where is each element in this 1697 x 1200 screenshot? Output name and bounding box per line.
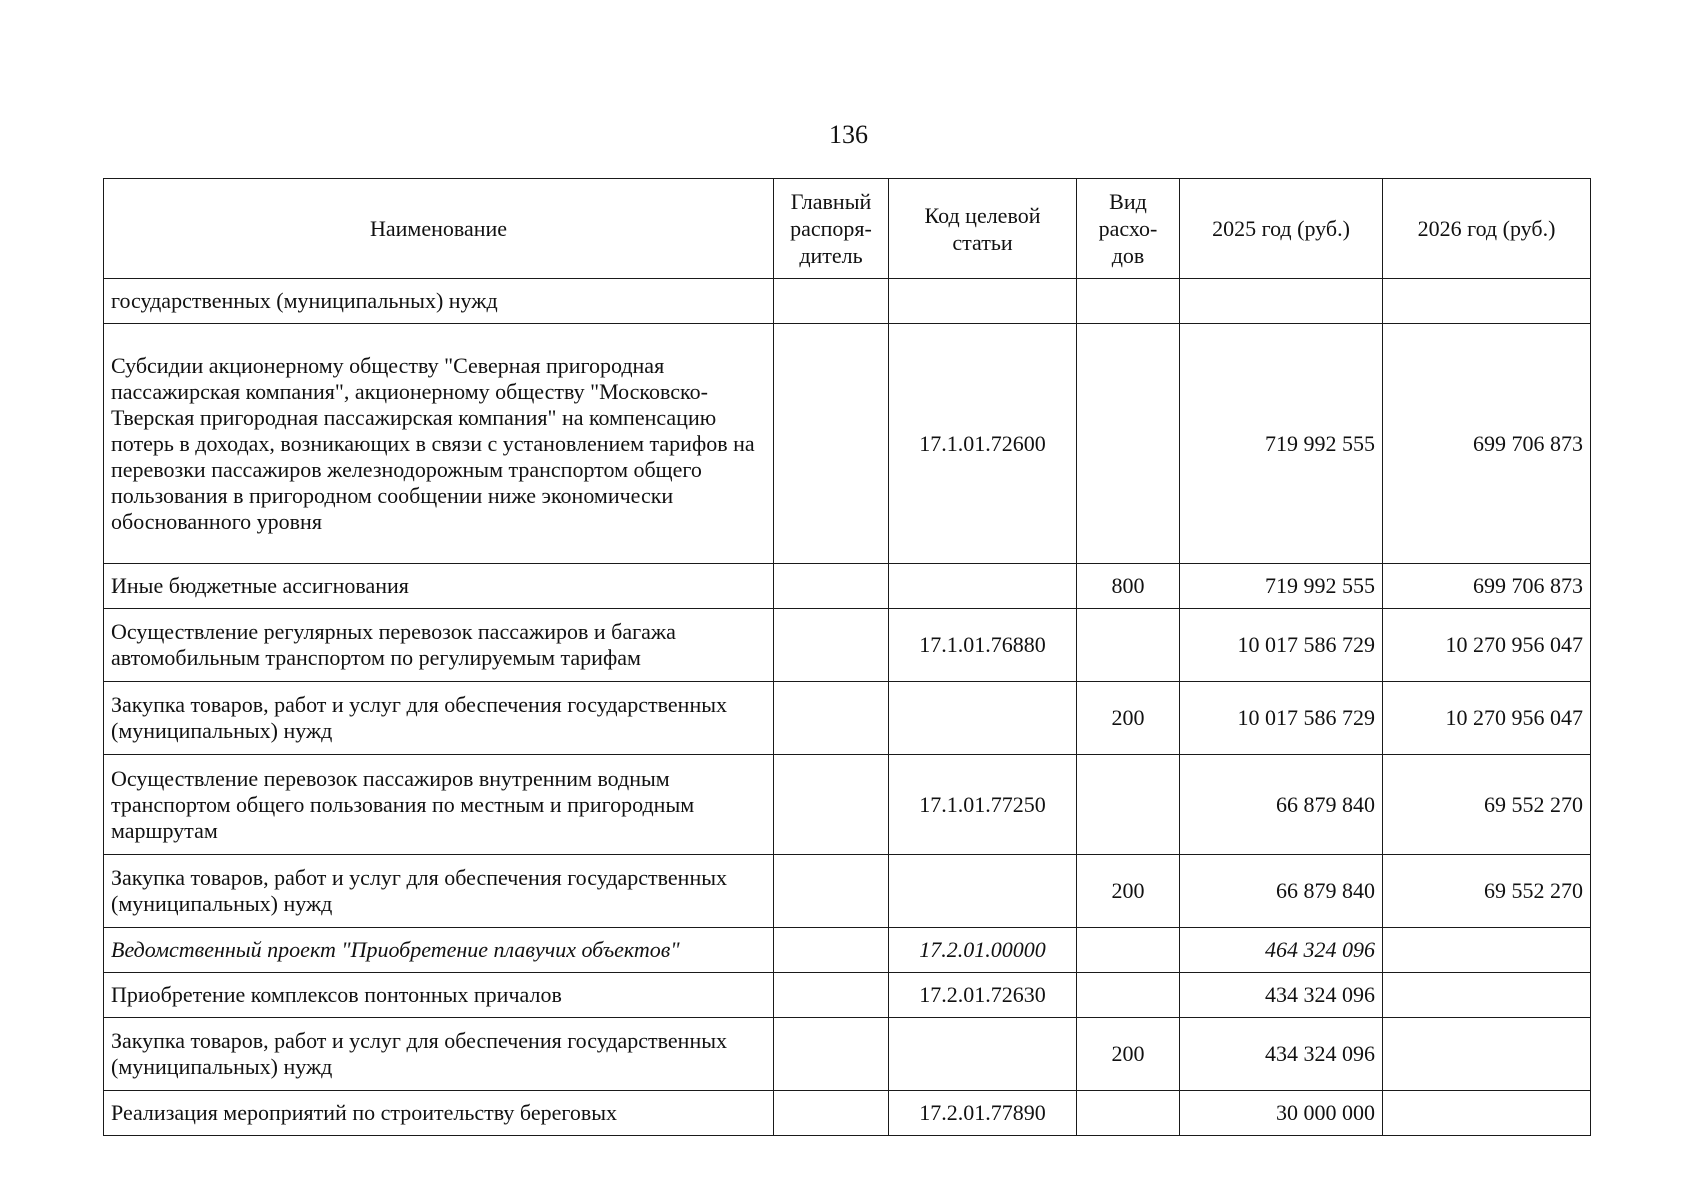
header-name: Наименование [104, 179, 774, 279]
cell-target-code [889, 682, 1077, 755]
table-row [104, 1018, 1591, 1091]
cell-target-code [889, 564, 1077, 609]
cell-target-code: 17.2.01.72630 [889, 973, 1077, 1018]
cell-amount-2026 [1383, 973, 1591, 1018]
table-row [104, 755, 1591, 855]
cell-target-code: 17.2.01.77890 [889, 1091, 1077, 1136]
table-row [104, 279, 1591, 324]
cell-name: Закупка товаров, работ и услуг для обеспечения государственных (муниципальных) нужд [104, 855, 774, 928]
header-main-manager: Главный распоря-дитель [774, 179, 889, 279]
cell-amount-2025: 434 324 096 [1180, 1018, 1383, 1091]
cell-target-code [889, 855, 1077, 928]
cell-expense-type: 200 [1077, 1018, 1180, 1091]
cell-amount-2026 [1383, 279, 1591, 324]
cell-main-manager [774, 928, 889, 973]
cell-amount-2025: 66 879 840 [1180, 755, 1383, 855]
cell-expense-type [1077, 755, 1180, 855]
cell-expense-type [1077, 928, 1180, 973]
cell-main-manager [774, 855, 889, 928]
header-year-2026: 2026 год (руб.) [1383, 179, 1591, 279]
page-number: 136 [829, 120, 868, 149]
cell-amount-2026: 699 706 873 [1383, 324, 1591, 564]
table-row [104, 682, 1591, 755]
cell-expense-type [1077, 1091, 1180, 1136]
cell-target-code: 17.1.01.76880 [889, 609, 1077, 682]
cell-main-manager [774, 279, 889, 324]
cell-amount-2025: 66 879 840 [1180, 855, 1383, 928]
cell-amount-2026: 699 706 873 [1383, 564, 1591, 609]
cell-name: Ведомственный проект "Приобретение плавучих объектов" [104, 928, 774, 973]
table-row [104, 855, 1591, 928]
table-header-row [104, 179, 1591, 279]
table-row [104, 1091, 1591, 1136]
header-target-code: Код целевой статьи [889, 179, 1077, 279]
cell-name: государственных (муниципальных) нужд [104, 279, 774, 324]
cell-expense-type: 200 [1077, 855, 1180, 928]
cell-amount-2025 [1180, 279, 1383, 324]
cell-amount-2025: 10 017 586 729 [1180, 609, 1383, 682]
cell-main-manager [774, 755, 889, 855]
cell-target-code: 17.1.01.72600 [889, 324, 1077, 564]
cell-target-code: 17.2.01.00000 [889, 928, 1077, 973]
cell-name: Приобретение комплексов понтонных причалов [104, 973, 774, 1018]
cell-expense-type: 800 [1077, 564, 1180, 609]
cell-target-code [889, 279, 1077, 324]
header-expense-type: Вид расхо-дов [1077, 179, 1180, 279]
cell-amount-2026 [1383, 928, 1591, 973]
table-row [104, 928, 1591, 973]
cell-main-manager [774, 564, 889, 609]
table-row [104, 609, 1591, 682]
cell-amount-2026: 69 552 270 [1383, 855, 1591, 928]
cell-amount-2025: 719 992 555 [1180, 324, 1383, 564]
cell-amount-2025: 10 017 586 729 [1180, 682, 1383, 755]
cell-main-manager [774, 324, 889, 564]
cell-amount-2025: 30 000 000 [1180, 1091, 1383, 1136]
cell-expense-type [1077, 973, 1180, 1018]
cell-main-manager [774, 1018, 889, 1091]
cell-amount-2026: 10 270 956 047 [1383, 609, 1591, 682]
cell-name: Реализация мероприятий по строительству береговых [104, 1091, 774, 1136]
cell-expense-type: 200 [1077, 682, 1180, 755]
cell-amount-2026 [1383, 1091, 1591, 1136]
cell-amount-2025: 434 324 096 [1180, 973, 1383, 1018]
cell-amount-2025: 719 992 555 [1180, 564, 1383, 609]
table-row [104, 564, 1591, 609]
cell-amount-2026: 69 552 270 [1383, 755, 1591, 855]
cell-amount-2026: 10 270 956 047 [1383, 682, 1591, 755]
table-row [104, 324, 1591, 564]
cell-name: Закупка товаров, работ и услуг для обеспечения государственных (муниципальных) нужд [104, 682, 774, 755]
cell-expense-type [1077, 609, 1180, 682]
cell-expense-type [1077, 279, 1180, 324]
header-year-2025: 2025 год (руб.) [1180, 179, 1383, 279]
cell-name: Иные бюджетные ассигнования [104, 564, 774, 609]
cell-name: Закупка товаров, работ и услуг для обеспечения государственных (муниципальных) нужд [104, 1018, 774, 1091]
cell-amount-2025: 464 324 096 [1180, 928, 1383, 973]
budget-table [103, 178, 1591, 1136]
cell-main-manager [774, 682, 889, 755]
cell-main-manager [774, 1091, 889, 1136]
table-row [104, 973, 1591, 1018]
cell-main-manager [774, 609, 889, 682]
cell-target-code [889, 1018, 1077, 1091]
cell-name: Субсидии акционерному обществу "Северная пригородная пассажирская компания", акционерному обществу "Московско-Тверская пригородная пассажирская компания" на компенсацию потерь в доходах, возникающих в связи с установлением тарифов на перевозки пассажиров железнодорожным транспортом общего пользования в пригородном сообщении ниже экономически обоснованного уровня [104, 324, 774, 564]
cell-amount-2026 [1383, 1018, 1591, 1091]
cell-name: Осуществление перевозок пассажиров внутренним водным транспортом общего пользования по местным и пригородным маршрутам [104, 755, 774, 855]
cell-target-code: 17.1.01.77250 [889, 755, 1077, 855]
cell-expense-type [1077, 324, 1180, 564]
cell-name: Осуществление регулярных перевозок пассажиров и багажа автомобильным транспортом по регулируемым тарифам [104, 609, 774, 682]
cell-main-manager [774, 973, 889, 1018]
